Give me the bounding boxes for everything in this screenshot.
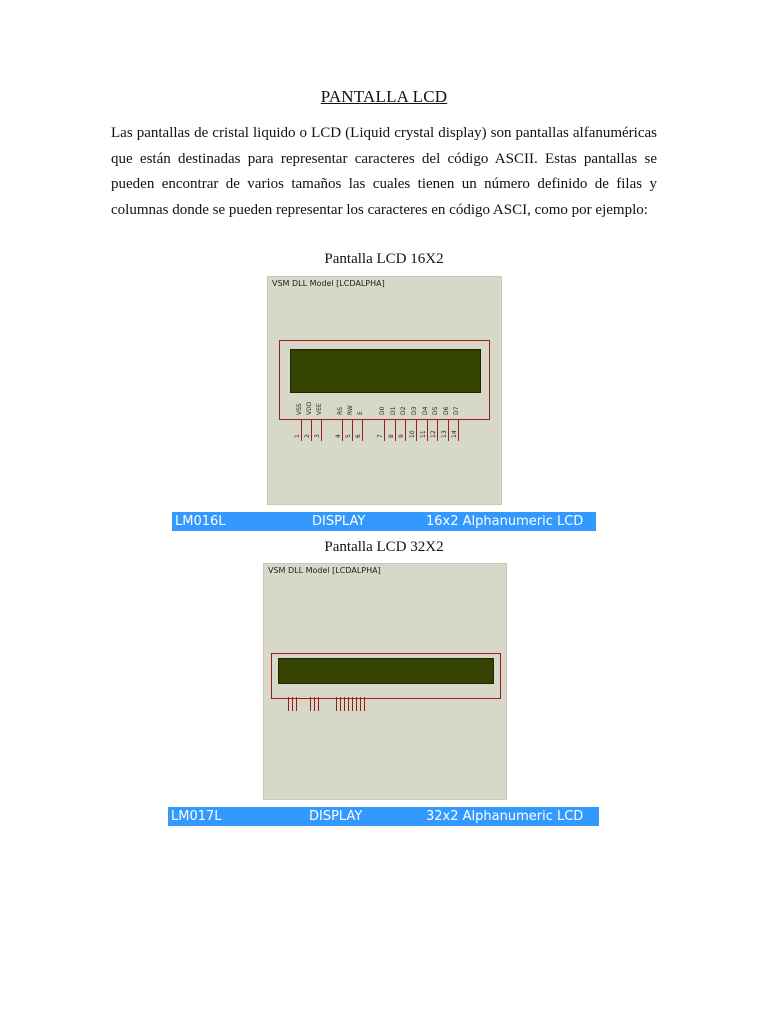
pin-number: 11: [420, 430, 427, 438]
pin-lead: [352, 697, 353, 711]
pin-lead: [352, 419, 353, 441]
pin-label: D1: [390, 406, 397, 415]
pin-label: RS: [337, 407, 344, 415]
component-name: LM017L: [171, 809, 222, 824]
component-row-lm017l[interactable]: [168, 807, 599, 826]
component-row-lm016l[interactable]: [172, 512, 596, 531]
pin-lead: [314, 697, 315, 711]
pin-lead: [384, 419, 385, 441]
pin-number: 10: [409, 430, 416, 438]
pin-number: 9: [398, 434, 405, 438]
pin-lead: [427, 419, 428, 441]
pin-number: 7: [377, 434, 384, 438]
lcd-16x2-screen: [290, 349, 481, 393]
pin-lead: [364, 697, 365, 711]
component-name: LM016L: [175, 514, 226, 529]
pin-lead: [301, 419, 302, 441]
pin-number: 6: [355, 434, 362, 438]
panel-title: VSM DLL Model [LCDALPHA]: [272, 279, 385, 288]
pin-label: D5: [432, 406, 439, 415]
pin-label: VSS: [296, 403, 303, 415]
pin-number: 3: [314, 434, 321, 438]
pin-number: 5: [345, 434, 352, 438]
pin-lead: [336, 697, 337, 711]
pin-lead: [342, 419, 343, 441]
pin-label: E: [357, 411, 364, 415]
panel-title: VSM DLL Model [LCDALPHA]: [268, 566, 381, 575]
figure-caption-16x2: Pantalla LCD 16X2: [324, 251, 444, 267]
pin-label: VEE: [316, 403, 323, 415]
lcd-32x2-preview: [263, 563, 507, 800]
pin-label: D7: [453, 406, 460, 415]
pin-lead: [437, 419, 438, 441]
component-description: 32x2 Alphanumeric LCD: [426, 809, 584, 824]
pin-lead: [360, 697, 361, 711]
pin-lead: [318, 697, 319, 711]
pin-lead: [362, 419, 363, 441]
pin-lead: [292, 697, 293, 711]
pin-number: 4: [335, 434, 342, 438]
pin-lead: [310, 697, 311, 711]
pin-number: 2: [304, 434, 311, 438]
pin-lead: [395, 419, 396, 441]
pin-lead: [321, 419, 322, 441]
lcd-16x2-preview: [267, 276, 502, 505]
pin-lead: [416, 419, 417, 441]
pin-lead: [448, 419, 449, 441]
page-title: PANTALLA LCD: [320, 87, 448, 106]
pin-label: D0: [379, 406, 386, 415]
pin-lead: [340, 697, 341, 711]
intro-paragraph: Las pantallas de cristal liquido o LCD (Liquid crystal display) son pantallas alfanuméricas que están destinadas para representar caracteres del código ASCII. Estas pantallas se pueden encontrar de varios tamaños las cuales tienen un número definido de filas y columnas donde se pueden representar los caracteres en código ASCI, como por ejemplo:: [111, 125, 657, 218]
pin-lead: [348, 697, 349, 711]
pin-label: VDD: [306, 401, 313, 415]
pin-label: RW: [347, 405, 354, 415]
component-description: 16x2 Alphanumeric LCD: [426, 514, 584, 529]
component-category: DISPLAY: [309, 809, 363, 824]
pin-label: D6: [443, 406, 450, 415]
component-category: DISPLAY: [312, 514, 366, 529]
figure-caption-32x2: Pantalla LCD 32X2: [324, 539, 444, 555]
pin-number: 12: [430, 430, 437, 438]
lcd-32x2-screen: [278, 658, 494, 684]
pin-number: 13: [441, 430, 448, 438]
pin-label: D4: [422, 406, 429, 415]
lcd-32x2-body: [271, 653, 501, 699]
pin-lead: [311, 419, 312, 441]
pin-lead: [458, 419, 459, 441]
pin-lead: [405, 419, 406, 441]
pin-lead: [296, 697, 297, 711]
pin-number: 14: [451, 430, 458, 438]
pin-lead: [356, 697, 357, 711]
pin-number: 1: [294, 434, 301, 438]
pin-lead: [344, 697, 345, 711]
pin-lead: [288, 697, 289, 711]
pin-label: D2: [400, 406, 407, 415]
pin-label: D3: [411, 406, 418, 415]
pin-number: 8: [388, 434, 395, 438]
